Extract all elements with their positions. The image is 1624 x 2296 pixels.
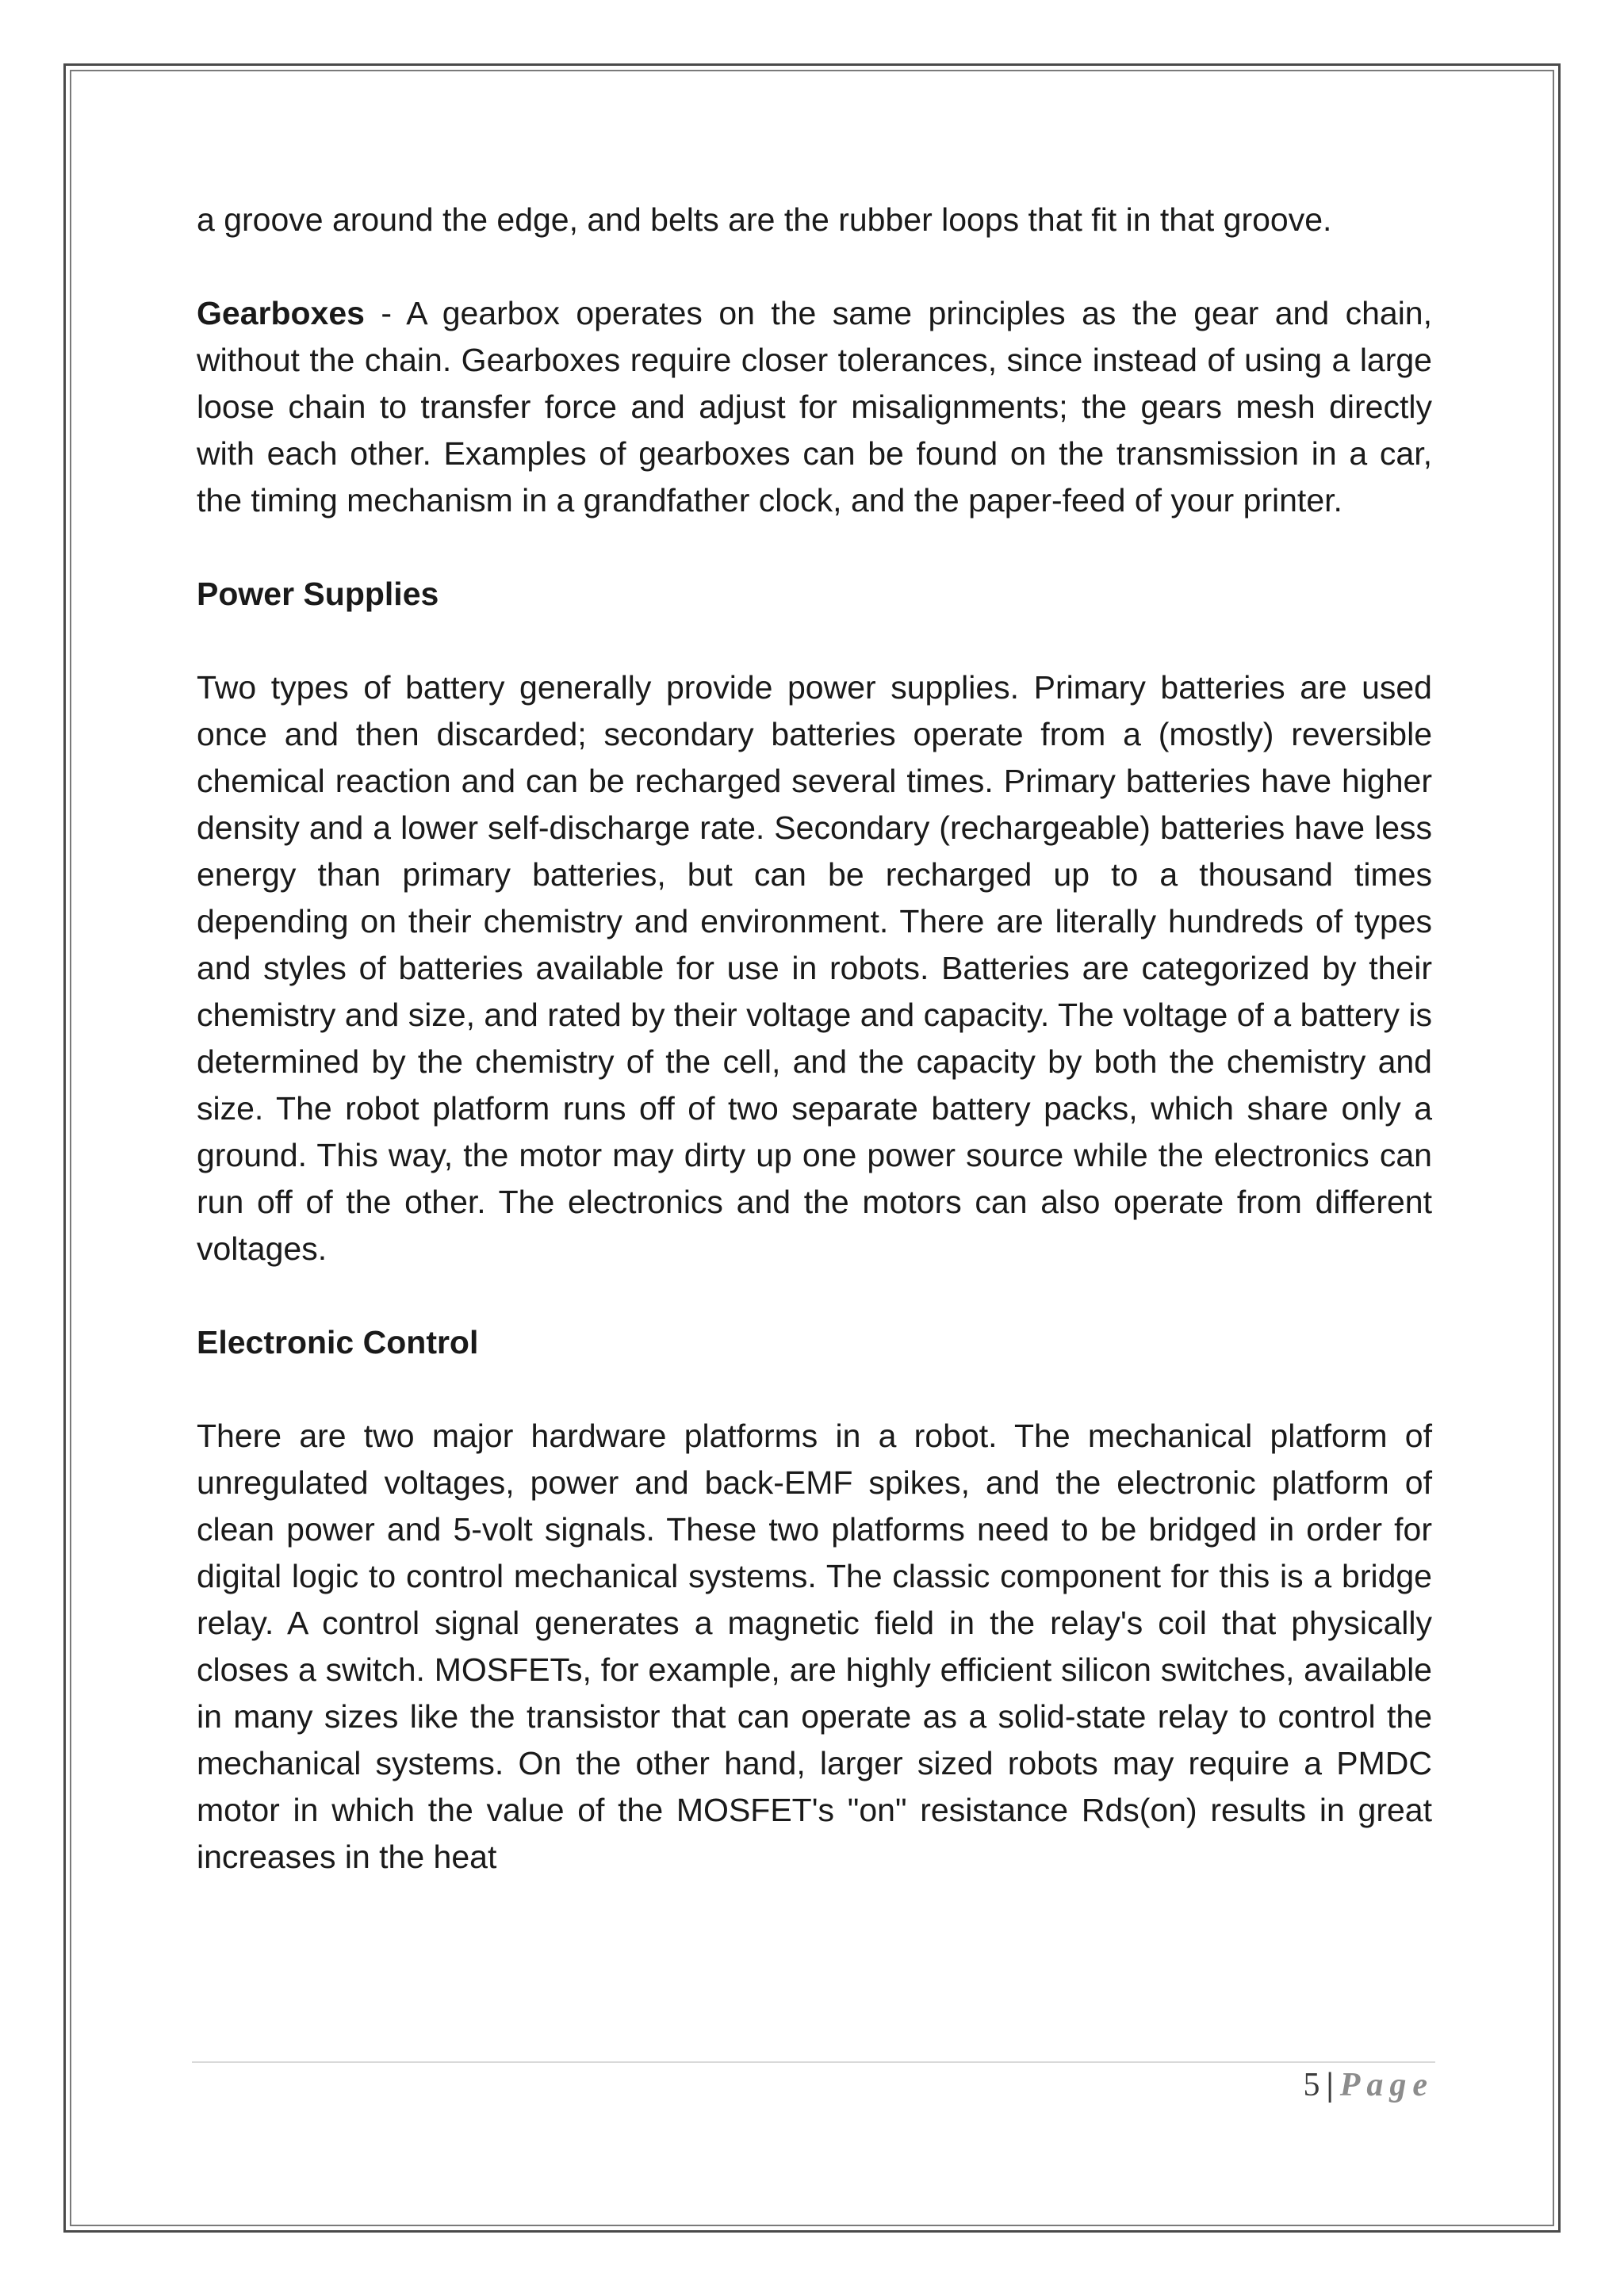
- continuation-paragraph: a groove around the edge, and belts are the rubber loops that fit in that groove.: [197, 201, 1332, 238]
- power-supplies-heading: Power Supplies: [197, 576, 439, 612]
- electronic-control-heading: Electronic Control: [197, 1324, 479, 1360]
- footer-rule: [192, 2061, 1435, 2063]
- document-body: [197, 197, 1432, 1881]
- gearboxes-lead: Gearboxes: [197, 295, 365, 331]
- gearboxes-body: - A gearbox operates on the same principles as the gear and chain, without the chain. Gearboxes require closer tolerances, since instead of using a large loose chain to transfer force and adjust for misalignments; the gears mesh directly with each other. Examples of gearboxes can be found on the transmission in a car, the timing mechanism in a grandfather clock, and the paper-feed of your printer.: [197, 295, 1432, 519]
- gearboxes-paragraph: [197, 290, 1432, 524]
- electronic-control-paragraph: There are two major hardware platforms in a robot. The mechanical platform of unregulated voltages, power and back-EMF spikes, and the electronic platform of clean power and 5-volt signals. These two platforms need to be bridged in order for digital logic to control mechanical systems. The classic component for this is a bridge relay. A control signal generates a magnetic field in the relay's coil that physically closes a switch. MOSFETs, for example, are highly efficient silicon switches, available in many sizes like the transistor that can operate as a solid-state relay to control the mechanical systems. On the other hand, larger sized robots may require a PMDC motor in which the value of the MOSFET's "on" resistance Rds(on) results in great increases in the heat: [197, 1418, 1432, 1875]
- page-label: Page: [1339, 2067, 1434, 2103]
- page-footer: [1303, 2066, 1434, 2104]
- page-separator: |: [1326, 2067, 1334, 2103]
- power-supplies-paragraph: Two types of battery generally provide power supplies. Primary batteries are used once and then discarded; secondary batteries operate from a (mostly) reversible chemical reaction and can be recharged several times. Primary batteries have higher density and a lower self-discharge rate. Secondary (rechargeable) batteries have less energy than primary batteries, but can be recharged up to a thousand times depending on their chemistry and environment. There are literally hundreds of types and styles of batteries available for use in robots. Batteries are categorized by their chemistry and size, and rated by their voltage and capacity. The voltage of a battery is determined by the chemistry of the cell, and the capacity by both the chemistry and size. The robot platform runs off of two separate battery packs, which share only a ground. This way, the motor may dirty up one power source while the electronics can run off of the other. The electronics and the motors can also operate from different voltages.: [197, 669, 1432, 1267]
- page-number: 5: [1303, 2067, 1320, 2103]
